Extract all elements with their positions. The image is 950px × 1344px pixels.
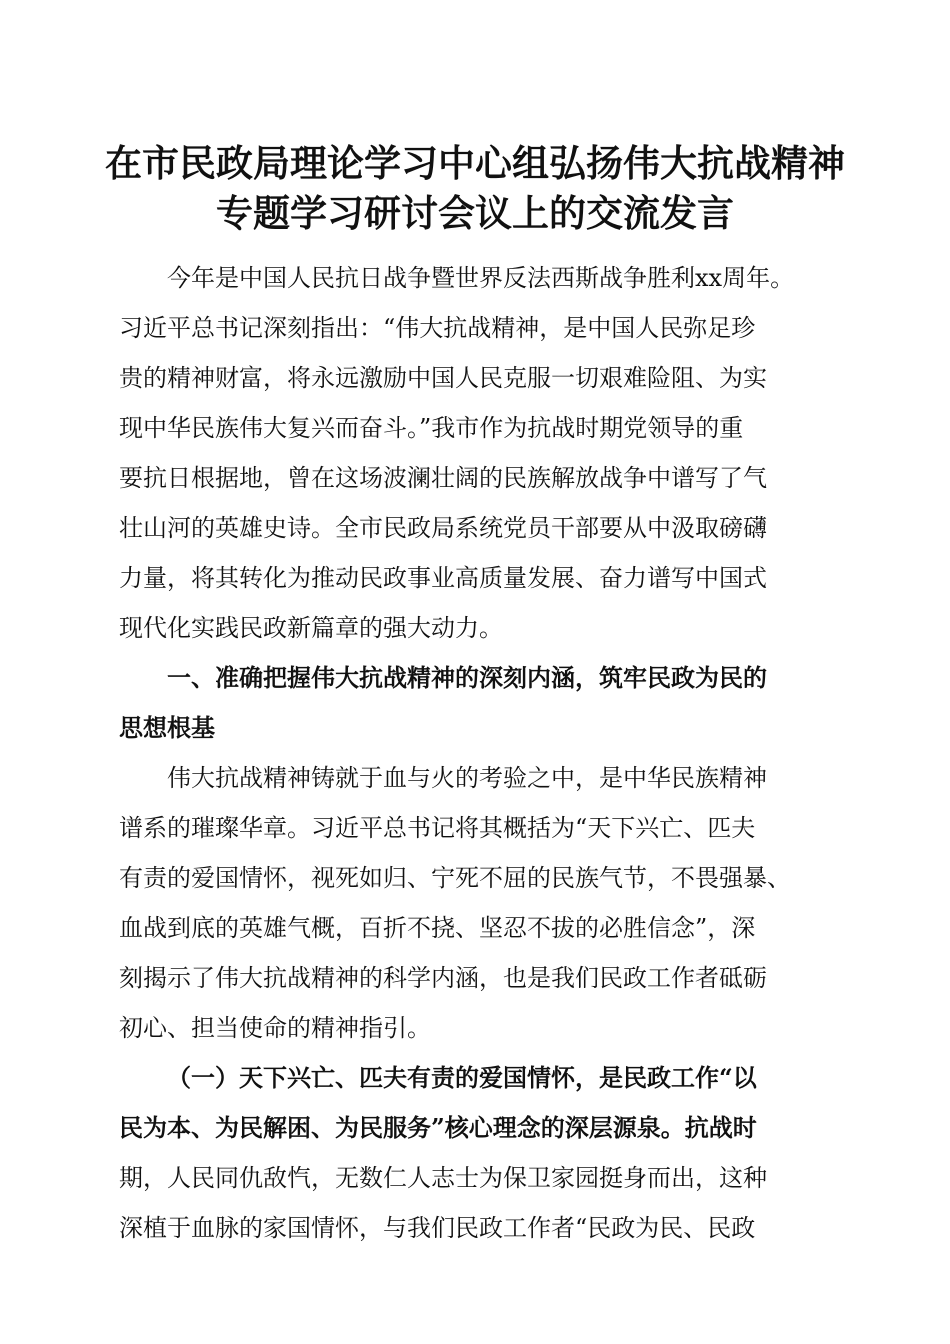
paragraph-line: 壮山河的英雄史诗。全市民政局系统党员干部要从中汲取磅礴 — [119, 514, 767, 542]
paragraph-line: 刻揭示了伟大抗战精神的科学内涵，也是我们民政工作者砥砺 — [119, 964, 767, 992]
paragraph-line: 现代化实践民政新篇章的强大动力。 — [119, 614, 503, 642]
paragraph-line: 期，人民同仇敌忾，无数仁人志士为保卫家园挺身而出，这种 — [119, 1164, 767, 1192]
paragraph-line: 伟大抗战精神铸就于血与火的考验之中，是中华民族精神 — [167, 764, 767, 792]
paragraph-line: 谱系的璀璨华章。习近平总书记将其概括为“天下兴亡、匹夫 — [119, 814, 756, 842]
paragraph-line: 习近平总书记深刻指出：“伟大抗战精神，是中国人民弥足珍 — [119, 314, 756, 342]
paragraph-line: 贵的精神财富，将永远激励中国人民克服一切艰难险阻、为实 — [119, 364, 767, 392]
subsection-line: （一）天下兴亡、匹夫有责的爱国情怀，是民政工作“以 — [167, 1063, 757, 1092]
document-title — [0, 138, 950, 238]
paragraph-line: 力量，将其转化为推动民政事业高质量发展、奋力谱写中国式 — [119, 564, 767, 592]
paragraph-line: 血战到底的英雄气概，百折不挠、坚忍不拔的必胜信念”，深 — [119, 914, 756, 942]
section-heading-line: 一、准确把握伟大抗战精神的深刻内涵，筑牢民政为民的 — [167, 664, 767, 692]
paragraph-line: 初心、担当使命的精神指引。 — [119, 1014, 431, 1042]
paragraph-line: 今年是中国人民抗日战争暨世界反法西斯战争胜利xx周年。 — [167, 264, 795, 292]
subsection-line: 民为本、为民解困、为民服务”核心理念的深层源泉。抗战时 — [119, 1113, 757, 1142]
paragraph-line: 有责的爱国情怀，视死如归、宁死不屈的民族气节，不畏强暴、 — [119, 864, 791, 892]
title-line: 专题学习研讨会议上的交流发言 — [216, 191, 734, 235]
paragraph-line: 现中华民族伟大复兴而奋斗。”我市作为抗战时期党领导的重 — [119, 414, 744, 442]
title-line: 在市民政局理论学习中心组弘扬伟大抗战精神 — [105, 141, 845, 185]
document-body — [119, 253, 834, 1253]
paragraph-line: 深植于血脉的家国情怀，与我们民政工作者“民政为民、民政 — [119, 1214, 756, 1242]
paragraph-line: 要抗日根据地，曾在这场波澜壮阔的民族解放战争中谱写了气 — [119, 464, 767, 492]
section-heading-line: 思想根基 — [119, 714, 215, 742]
